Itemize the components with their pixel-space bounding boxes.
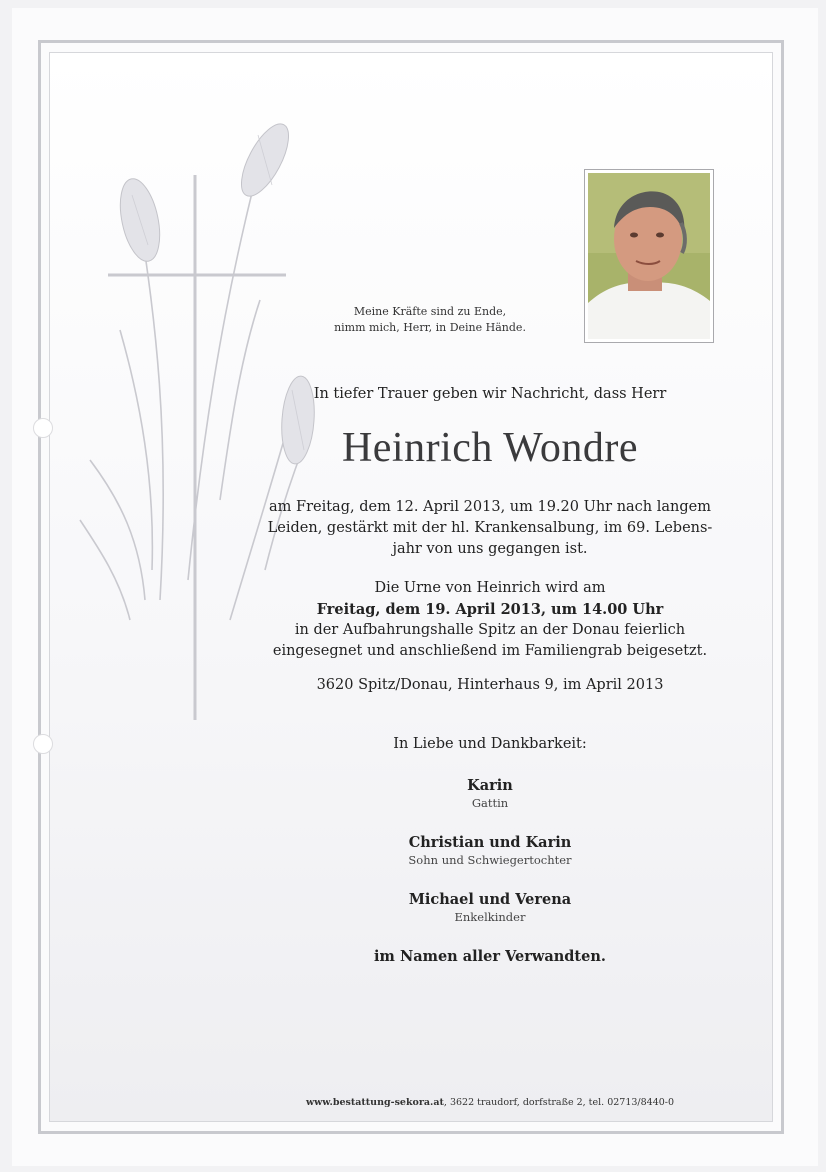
deceased-name: Heinrich Wondre (341, 425, 639, 471)
death-notice-line-1: am Freitag, dem 12. April 2013, um 19.20 Uhr nach langem (269, 499, 711, 515)
mourner-relation: Sohn und Schwiegertochter (408, 853, 572, 867)
verse (300, 304, 560, 336)
footer-website: www.bestattung-sekora.at (305, 1097, 444, 1108)
mourner-name: Michael und Verena (408, 891, 572, 908)
thanks-line: In Liebe und Dankbarkeit: (393, 736, 587, 752)
funeral-line-1: Die Urne von Heinrich wird am (374, 580, 606, 596)
funeral-notice (258, 578, 722, 662)
death-notice (258, 497, 722, 560)
funeral-line-4: eingesegnet und anschließend im Familiengrab beigesetzt. (272, 643, 708, 659)
closing-line: im Namen aller Verwandten. (374, 948, 606, 965)
death-notice-line-2: Leiden, gestärkt mit der hl. Krankensalbung, im 69. Lebens- (267, 520, 713, 536)
mourner-name: Christian und Karin (408, 834, 572, 851)
funeral-date: Freitag, dem 19. April 2013, um 14.00 Uhr (316, 601, 664, 618)
footer (200, 1097, 780, 1108)
intro-text: In tiefer Trauer geben wir Nachricht, dass Herr (313, 386, 667, 402)
mourner-entry (258, 834, 722, 867)
mourner-relation: Enkelkinder (454, 910, 526, 924)
mourner-entry (258, 777, 722, 810)
death-notice-line-3: jahr von uns gegangen ist. (392, 541, 588, 557)
footer-address: , 3622 traudorf, dorfstraße 2, tel. 02713/8440-0 (443, 1097, 675, 1108)
mourner-entry (258, 891, 722, 924)
funeral-line-3: in der Aufbahrungshalle Spitz an der Donau feierlich (294, 622, 686, 638)
mourner-name: Karin (467, 777, 513, 794)
place-date: 3620 Spitz/Donau, Hinterhaus 9, im April 2013 (316, 677, 664, 693)
verse-line-1: Meine Kräfte sind zu Ende, (353, 305, 507, 318)
punch-hole-top (33, 418, 53, 438)
portrait-frame (584, 169, 714, 343)
verse-line-2: nimm mich, Herr, in Deine Hände. (334, 321, 526, 334)
punch-hole-bottom (33, 734, 53, 754)
mourner-relation: Gattin (471, 796, 509, 810)
portrait-photo (588, 173, 710, 339)
